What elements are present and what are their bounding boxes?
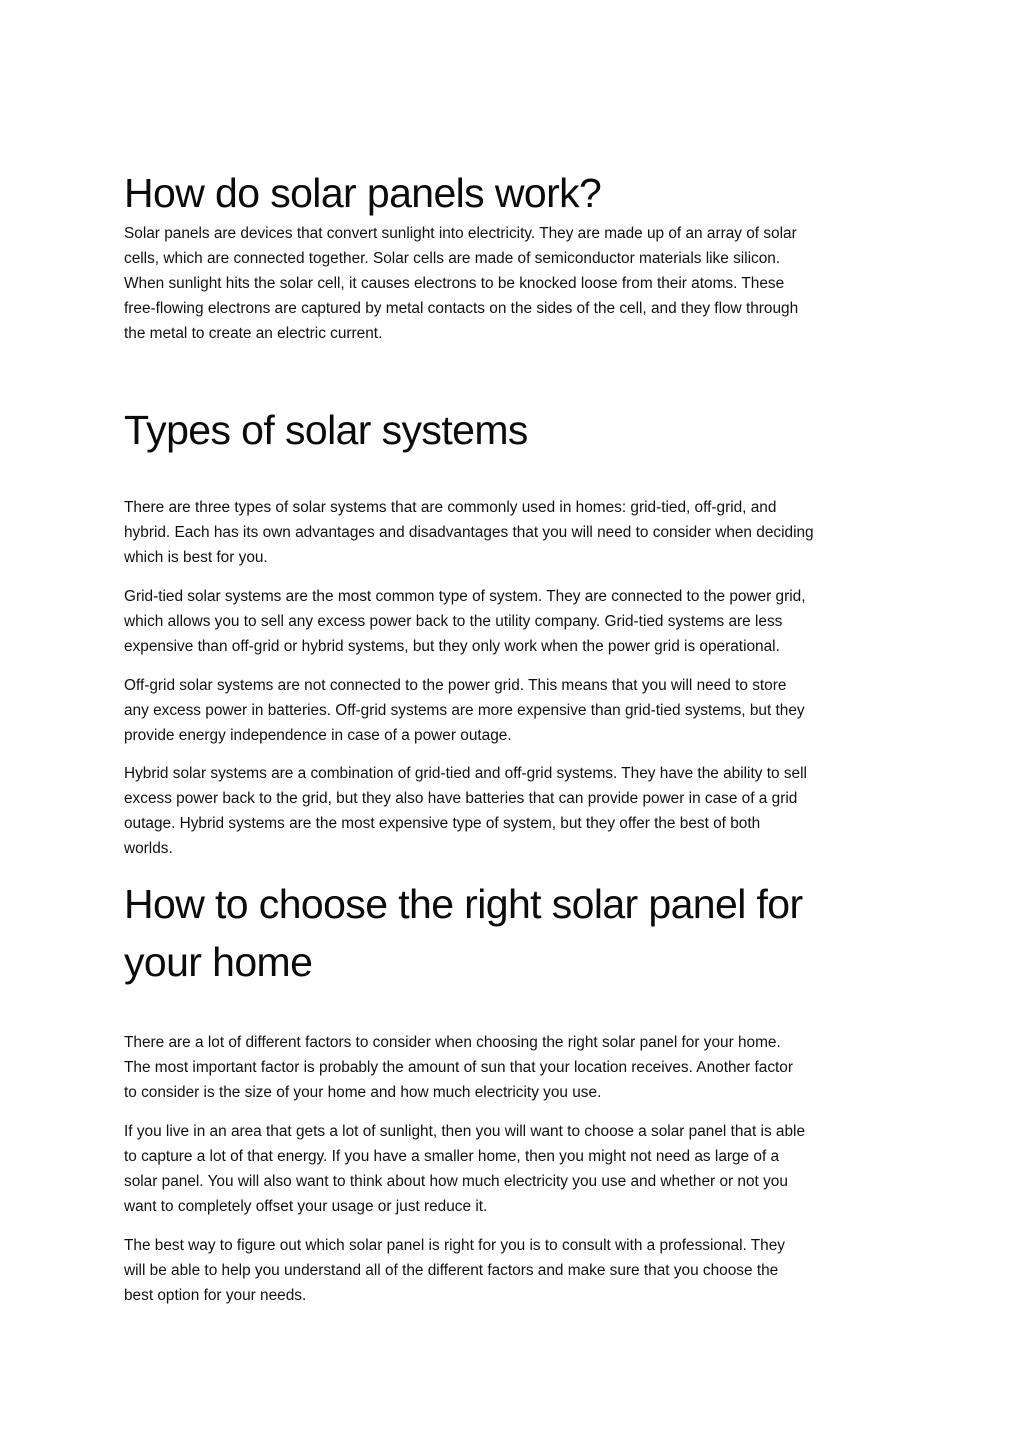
text-line: provide energy independence in case of a power outage. (124, 727, 512, 744)
text-line: Off-grid solar systems are not connected to the power grid. This means that you will need to store (124, 677, 787, 694)
paragraph-hybrid (124, 761, 904, 861)
text-line: Hybrid solar systems are a combination of grid-tied and off-grid systems. They have the ability to sell (124, 765, 807, 782)
text-line: which allows you to sell any excess power back to the utility company. Grid-tied systems are less (124, 613, 783, 630)
paragraph-choose-sunlight (124, 1119, 904, 1219)
heading-line: How do solar panels work? (124, 170, 602, 216)
paragraph-how-solar-panels-work (124, 221, 904, 346)
text-line: best option for your needs. (124, 1287, 307, 1304)
text-line: hybrid. Each has its own advantages and disadvantages that you will need to consider when deciding (124, 524, 814, 541)
text-line: which is best for you. (124, 549, 268, 566)
heading-line: your home (124, 939, 313, 985)
text-line: There are a lot of different factors to consider when choosing the right solar panel for your home. (124, 1034, 781, 1051)
section-heading-types-of-solar-systems (124, 402, 904, 458)
text-line: When sunlight hits the solar cell, it causes electrons to be knocked loose from their atoms. These (124, 275, 785, 292)
text-line: outage. Hybrid systems are the most expensive type of system, but they offer the best of both (124, 815, 761, 832)
section-heading-how-solar-panels-work (124, 165, 904, 221)
text-line: to capture a lot of that energy. If you have a smaller home, then you might not need as large of a (124, 1148, 780, 1165)
text-line: worlds. (124, 840, 173, 857)
paragraph-choose-professional (124, 1233, 904, 1308)
text-line: want to completely offset your usage or just reduce it. (124, 1198, 488, 1215)
text-line: cells, which are connected together. Solar cells are made of semiconductor materials like silicon. (124, 250, 781, 267)
paragraph-types-intro (124, 495, 904, 570)
text-line: to consider is the size of your home and how much electricity you use. (124, 1084, 602, 1101)
text-line: the metal to create an electric current. (124, 325, 383, 342)
text-line: The best way to figure out which solar panel is right for you is to consult with a professional. They (124, 1237, 785, 1254)
text-line: expensive than off-grid or hybrid systems, but they only work when the power grid is operational. (124, 638, 780, 655)
text-line: If you live in an area that gets a lot of sunlight, then you will want to choose a solar panel that is able (124, 1123, 806, 1140)
text-line: Grid-tied solar systems are the most common type of system. They are connected to the power grid, (124, 588, 806, 605)
text-line: any excess power in batteries. Off-grid systems are more expensive than grid-tied systems, but they (124, 702, 805, 719)
paragraph-grid-tied (124, 584, 904, 659)
paragraph-choose-factors (124, 1030, 904, 1105)
text-line: There are three types of solar systems that are commonly used in homes: grid-tied, off-grid, and (124, 499, 777, 516)
text-line: excess power back to the grid, but they also have batteries that can provide power in case of a grid (124, 790, 798, 807)
text-line: free-flowing electrons are captured by metal contacts on the sides of the cell, and they flow through (124, 300, 799, 317)
section-heading-how-to-choose (124, 876, 904, 990)
text-line: will be able to help you understand all of the different factors and make sure that you choose the (124, 1262, 779, 1279)
heading-line: How to choose the right solar panel for (124, 881, 803, 927)
text-line: solar panel. You will also want to think about how much electricity you use and whether or not you (124, 1173, 788, 1190)
paragraph-off-grid (124, 673, 904, 748)
text-line: The most important factor is probably the amount of sun that your location receives. Another factor (124, 1059, 793, 1076)
heading-line: Types of solar systems (124, 407, 528, 453)
text-line: Solar panels are devices that convert sunlight into electricity. They are made up of an array of solar (124, 225, 797, 242)
